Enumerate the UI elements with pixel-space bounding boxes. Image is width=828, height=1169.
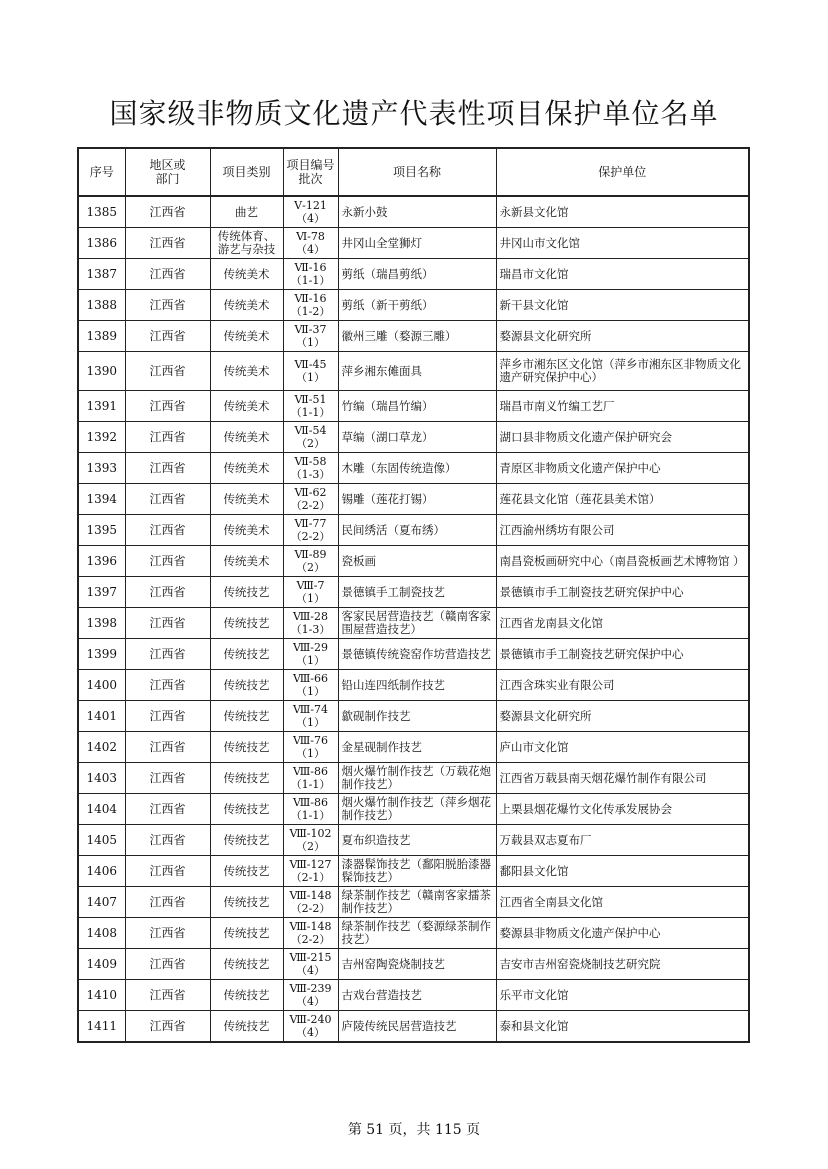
cell-category: 传统美术 <box>210 484 283 515</box>
cell-region: 江西省 <box>125 453 210 484</box>
cell-protection-unit: 江西渝州绣坊有限公司 <box>496 515 749 546</box>
table-row <box>78 856 749 887</box>
cell-protection-unit: 上栗县烟花爆竹文化传承发展协会 <box>496 794 749 825</box>
cell-code: Ⅷ-148 （2-2） <box>283 887 338 918</box>
table-row <box>78 546 749 577</box>
cell-seq: 1406 <box>78 856 125 887</box>
cell-category: 传统技艺 <box>210 949 283 980</box>
cell-code: Ⅶ-16 （1-2） <box>283 290 338 321</box>
cell-region: 江西省 <box>125 259 210 290</box>
cell-protection-unit: 婺源县文化研究所 <box>496 701 749 732</box>
cell-protection-unit: 婺源县文化研究所 <box>496 321 749 352</box>
cell-protection-unit: 瑞昌市南义竹编工艺厂 <box>496 391 749 422</box>
cell-category: 传统技艺 <box>210 794 283 825</box>
cell-code: Ⅷ-148 （2-2） <box>283 918 338 949</box>
cell-project-name: 烟火爆竹制作技艺（萍乡烟花制作技艺） <box>338 794 496 825</box>
cell-project-name: 庐陵传统民居营造技艺 <box>338 1011 496 1043</box>
cell-region: 江西省 <box>125 949 210 980</box>
cell-protection-unit: 万载县双志夏布厂 <box>496 825 749 856</box>
cell-seq: 1404 <box>78 794 125 825</box>
cell-project-name: 古戏台营造技艺 <box>338 980 496 1011</box>
cell-protection-unit: 江西省万载县南天烟花爆竹制作有限公司 <box>496 763 749 794</box>
cell-code: Ⅶ-51 （1-1） <box>283 391 338 422</box>
table-row <box>78 196 749 228</box>
cell-region: 江西省 <box>125 918 210 949</box>
cell-category: 传统技艺 <box>210 918 283 949</box>
cell-region: 江西省 <box>125 608 210 639</box>
table-row <box>78 484 749 515</box>
cell-protection-unit: 景德镇市手工制瓷技艺研究保护中心 <box>496 639 749 670</box>
cell-protection-unit: 莲花县文化馆（莲花县美术馆） <box>496 484 749 515</box>
cell-code: Ⅴ-121 （4） <box>283 196 338 228</box>
cell-seq: 1411 <box>78 1011 125 1043</box>
cell-code: Ⅷ-29 （1） <box>283 639 338 670</box>
header-seq: 序号 <box>78 148 125 196</box>
cell-region: 江西省 <box>125 732 210 763</box>
table-row <box>78 608 749 639</box>
cell-seq: 1410 <box>78 980 125 1011</box>
cell-project-name: 锡雕（莲花打锡） <box>338 484 496 515</box>
cell-region: 江西省 <box>125 1011 210 1043</box>
cell-category: 传统技艺 <box>210 1011 283 1043</box>
cell-category: 传统体育、 游艺与杂技 <box>210 228 283 259</box>
table-row <box>78 352 749 391</box>
cell-region: 江西省 <box>125 670 210 701</box>
cell-category: 传统技艺 <box>210 608 283 639</box>
cell-seq: 1405 <box>78 825 125 856</box>
cell-code: Ⅶ-62 （2-2） <box>283 484 338 515</box>
cell-project-name: 景德镇手工制瓷技艺 <box>338 577 496 608</box>
cell-region: 江西省 <box>125 856 210 887</box>
header-unit: 保护单位 <box>496 148 749 196</box>
cell-category: 传统美术 <box>210 321 283 352</box>
table-row <box>78 391 749 422</box>
cell-code: Ⅷ-127 （2-1） <box>283 856 338 887</box>
cell-category: 传统技艺 <box>210 856 283 887</box>
cell-protection-unit: 南昌瓷板画研究中心（南昌瓷板画艺术博物馆 ） <box>496 546 749 577</box>
cell-seq: 1408 <box>78 918 125 949</box>
cell-project-name: 剪纸（新干剪纸） <box>338 290 496 321</box>
cell-region: 江西省 <box>125 228 210 259</box>
table-row <box>78 825 749 856</box>
cell-code: Ⅷ-74 （1） <box>283 701 338 732</box>
cell-seq: 1388 <box>78 290 125 321</box>
cell-category: 传统技艺 <box>210 887 283 918</box>
cell-code: Ⅶ-89 （2） <box>283 546 338 577</box>
cell-region: 江西省 <box>125 887 210 918</box>
cell-project-name: 徽州三雕（婺源三雕） <box>338 321 496 352</box>
cell-region: 江西省 <box>125 515 210 546</box>
cell-seq: 1399 <box>78 639 125 670</box>
cell-project-name: 草编（湖口草龙） <box>338 422 496 453</box>
cell-category: 传统技艺 <box>210 577 283 608</box>
cell-code: Ⅷ-28 （1-3） <box>283 608 338 639</box>
header-name: 项目名称 <box>338 148 496 196</box>
cell-seq: 1402 <box>78 732 125 763</box>
cell-project-name: 剪纸（瑞昌剪纸） <box>338 259 496 290</box>
cell-protection-unit: 景德镇市手工制瓷技艺研究保护中心 <box>496 577 749 608</box>
cell-region: 江西省 <box>125 484 210 515</box>
cell-protection-unit: 井冈山市文化馆 <box>496 228 749 259</box>
table-header-row <box>78 148 749 196</box>
cell-protection-unit: 永新县文化馆 <box>496 196 749 228</box>
header-category: 项目类别 <box>210 148 283 196</box>
cell-protection-unit: 江西省龙南县文化馆 <box>496 608 749 639</box>
table-row <box>78 701 749 732</box>
cell-protection-unit: 青原区非物质文化遗产保护中心 <box>496 453 749 484</box>
cell-seq: 1401 <box>78 701 125 732</box>
table-row <box>78 763 749 794</box>
cell-category: 传统技艺 <box>210 670 283 701</box>
cell-project-name: 竹编（瑞昌竹编） <box>338 391 496 422</box>
cell-region: 江西省 <box>125 980 210 1011</box>
table-row <box>78 794 749 825</box>
cell-code: Ⅶ-77 （2-2） <box>283 515 338 546</box>
cell-protection-unit: 鄱阳县文化馆 <box>496 856 749 887</box>
cell-protection-unit: 江西含珠实业有限公司 <box>496 670 749 701</box>
cell-protection-unit: 新干县文化馆 <box>496 290 749 321</box>
cell-project-name: 景德镇传统瓷窑作坊营造技艺 <box>338 639 496 670</box>
cell-protection-unit: 泰和县文化馆 <box>496 1011 749 1043</box>
cell-project-name: 夏布织造技艺 <box>338 825 496 856</box>
cell-seq: 1407 <box>78 887 125 918</box>
cell-region: 江西省 <box>125 763 210 794</box>
cell-code: Ⅷ-240 （4） <box>283 1011 338 1043</box>
cell-category: 传统技艺 <box>210 825 283 856</box>
cell-seq: 1385 <box>78 196 125 228</box>
cell-project-name: 井冈山全堂狮灯 <box>338 228 496 259</box>
cell-region: 江西省 <box>125 639 210 670</box>
table-row <box>78 290 749 321</box>
cell-project-name: 绿茶制作技艺（婺源绿茶制作技艺） <box>338 918 496 949</box>
cell-category: 传统美术 <box>210 546 283 577</box>
cell-seq: 1393 <box>78 453 125 484</box>
cell-code: Ⅶ-58 （1-3） <box>283 453 338 484</box>
cell-protection-unit: 萍乡市湘东区文化馆（萍乡市湘东区非物质文化遗产研究保护中心） <box>496 352 749 391</box>
table-row <box>78 453 749 484</box>
cell-seq: 1392 <box>78 422 125 453</box>
table-row <box>78 515 749 546</box>
cell-protection-unit: 湖口县非物质文化遗产保护研究会 <box>496 422 749 453</box>
cell-code: Ⅷ-7 （1） <box>283 577 338 608</box>
cell-region: 江西省 <box>125 701 210 732</box>
cell-protection-unit: 瑞昌市文化馆 <box>496 259 749 290</box>
cell-protection-unit: 庐山市文化馆 <box>496 732 749 763</box>
cell-seq: 1390 <box>78 352 125 391</box>
cell-region: 江西省 <box>125 577 210 608</box>
cell-code: Ⅷ-66 （1） <box>283 670 338 701</box>
cell-seq: 1395 <box>78 515 125 546</box>
page-footer: 第 51 页，共 115 页 <box>347 1122 481 1138</box>
cell-seq: 1387 <box>78 259 125 290</box>
cell-seq: 1398 <box>78 608 125 639</box>
cell-project-name: 铅山连四纸制作技艺 <box>338 670 496 701</box>
cell-category: 传统美术 <box>210 352 283 391</box>
cell-project-name: 歙砚制作技艺 <box>338 701 496 732</box>
cell-region: 江西省 <box>125 321 210 352</box>
cell-project-name: 瓷板画 <box>338 546 496 577</box>
cell-project-name: 烟火爆竹制作技艺（万载花炮制作技艺） <box>338 763 496 794</box>
cell-code: Ⅶ-37 （1） <box>283 321 338 352</box>
cell-category: 传统技艺 <box>210 980 283 1011</box>
cell-region: 江西省 <box>125 352 210 391</box>
table-row <box>78 422 749 453</box>
table-row <box>78 1011 749 1043</box>
cell-code: Ⅷ-102 （2） <box>283 825 338 856</box>
cell-seq: 1391 <box>78 391 125 422</box>
table-row <box>78 321 749 352</box>
cell-region: 江西省 <box>125 422 210 453</box>
header-code: 项目编号 批次 <box>283 148 338 196</box>
cell-category: 传统技艺 <box>210 763 283 794</box>
cell-code: Ⅶ-16 （1-1） <box>283 259 338 290</box>
cell-code: Ⅷ-215 （4） <box>283 949 338 980</box>
cell-category: 传统技艺 <box>210 732 283 763</box>
cell-project-name: 木雕（东固传统造像） <box>338 453 496 484</box>
cell-category: 传统技艺 <box>210 701 283 732</box>
cell-code: Ⅵ-78 （4） <box>283 228 338 259</box>
cell-code: Ⅷ-86 （1-1） <box>283 794 338 825</box>
document-title: 国家级非物质文化遗产代表性项目保护单位名单 <box>109 97 719 130</box>
cell-code: Ⅶ-45 （1） <box>283 352 338 391</box>
cell-project-name: 绿茶制作技艺（赣南客家擂茶制作技艺） <box>338 887 496 918</box>
cell-seq: 1403 <box>78 763 125 794</box>
cell-code: Ⅷ-76 （1） <box>283 732 338 763</box>
table-row <box>78 259 749 290</box>
cell-region: 江西省 <box>125 794 210 825</box>
cell-category: 曲艺 <box>210 196 283 228</box>
cell-project-name: 萍乡湘东傩面具 <box>338 352 496 391</box>
cell-region: 江西省 <box>125 546 210 577</box>
cell-protection-unit: 江西省全南县文化馆 <box>496 887 749 918</box>
cell-category: 传统美术 <box>210 515 283 546</box>
cell-seq: 1409 <box>78 949 125 980</box>
table-row <box>78 670 749 701</box>
heritage-table <box>77 147 750 1043</box>
cell-category: 传统美术 <box>210 290 283 321</box>
cell-project-name: 吉州窑陶瓷烧制技艺 <box>338 949 496 980</box>
cell-region: 江西省 <box>125 391 210 422</box>
cell-code: Ⅷ-239 （4） <box>283 980 338 1011</box>
cell-region: 江西省 <box>125 825 210 856</box>
cell-category: 传统美术 <box>210 453 283 484</box>
table-row <box>78 918 749 949</box>
cell-seq: 1397 <box>78 577 125 608</box>
cell-project-name: 漆器髹饰技艺（鄱阳脱胎漆器髹饰技艺） <box>338 856 496 887</box>
cell-category: 传统技艺 <box>210 639 283 670</box>
table-row <box>78 980 749 1011</box>
cell-seq: 1396 <box>78 546 125 577</box>
cell-protection-unit: 吉安市吉州窑瓷烧制技艺研究院 <box>496 949 749 980</box>
table-row <box>78 732 749 763</box>
cell-protection-unit: 婺源县非物质文化遗产保护中心 <box>496 918 749 949</box>
cell-project-name: 客家民居营造技艺（赣南客家围屋营造技艺） <box>338 608 496 639</box>
table-row <box>78 887 749 918</box>
cell-seq: 1394 <box>78 484 125 515</box>
cell-category: 传统美术 <box>210 259 283 290</box>
cell-category: 传统美术 <box>210 391 283 422</box>
table-row <box>78 577 749 608</box>
cell-region: 江西省 <box>125 196 210 228</box>
cell-project-name: 永新小鼓 <box>338 196 496 228</box>
cell-region: 江西省 <box>125 290 210 321</box>
cell-project-name: 民间绣活（夏布绣） <box>338 515 496 546</box>
table-row <box>78 228 749 259</box>
cell-code: Ⅷ-86 （1-1） <box>283 763 338 794</box>
cell-protection-unit: 乐平市文化馆 <box>496 980 749 1011</box>
cell-seq: 1386 <box>78 228 125 259</box>
table-row <box>78 949 749 980</box>
cell-seq: 1400 <box>78 670 125 701</box>
cell-category: 传统美术 <box>210 422 283 453</box>
cell-code: Ⅶ-54 （2） <box>283 422 338 453</box>
header-region: 地区或 部门 <box>125 148 210 196</box>
cell-seq: 1389 <box>78 321 125 352</box>
table-row <box>78 639 749 670</box>
cell-project-name: 金星砚制作技艺 <box>338 732 496 763</box>
